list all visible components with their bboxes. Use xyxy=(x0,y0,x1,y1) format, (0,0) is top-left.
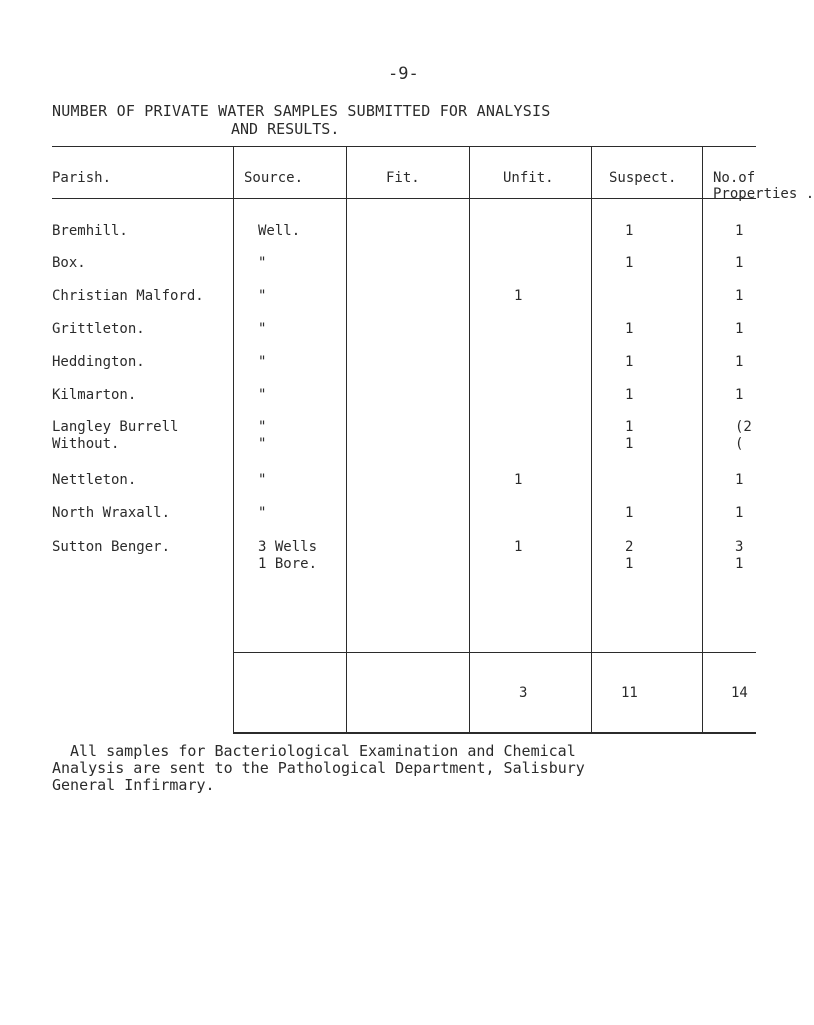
source-cell: 3 Wells xyxy=(258,539,318,555)
parish-cell: Christian Malford. xyxy=(52,288,204,304)
header-fit: Fit. xyxy=(386,170,420,186)
properties-cell: 1 xyxy=(735,321,744,337)
suspect-cell: 1 xyxy=(625,255,634,271)
header-parish: Parish. xyxy=(52,170,112,186)
properties-cell: 1 xyxy=(735,505,744,521)
page-title: NUMBER OF PRIVATE WATER SAMPLES SUBMITTED FOR ANALYSIS xyxy=(52,102,551,120)
properties-cell: 1 xyxy=(735,472,744,488)
unfit-cell: 1 xyxy=(514,539,523,555)
source-cell: " xyxy=(258,354,267,370)
source-cell: " xyxy=(258,387,267,403)
unfit-cell: 1 xyxy=(514,288,523,304)
suspect-cell: 1 xyxy=(625,321,634,337)
properties-cell: 3 xyxy=(735,539,744,555)
total-unfit: 3 xyxy=(519,685,528,701)
source-cell: " xyxy=(258,505,267,521)
header-unfit: Unfit. xyxy=(503,170,554,186)
properties-cell: 1 xyxy=(735,556,744,572)
properties-cell: 1 xyxy=(735,387,744,403)
parish-cell: Bremhill. xyxy=(52,223,128,239)
parish-cell: Langley Burrell xyxy=(52,419,179,435)
page-number: -9- xyxy=(388,64,419,84)
parish-cell: Heddington. xyxy=(52,354,145,370)
source-cell: 1 Bore. xyxy=(258,556,318,572)
suspect-cell: 1 xyxy=(625,505,634,521)
page-title-line-2: AND RESULTS. xyxy=(231,120,340,138)
header-suspect: Suspect. xyxy=(609,170,677,186)
parish-cell: Without. xyxy=(52,436,120,452)
suspect-cell: 1 xyxy=(625,419,634,435)
source-cell: " xyxy=(258,255,267,271)
suspect-cell: 1 xyxy=(625,556,634,572)
source-cell: " xyxy=(258,288,267,304)
properties-cell: 1 xyxy=(735,223,744,239)
suspect-cell: 1 xyxy=(625,387,634,403)
source-cell: " xyxy=(258,472,267,488)
source-cell: " xyxy=(258,436,267,452)
suspect-cell: 1 xyxy=(625,354,634,370)
source-cell: " xyxy=(258,321,267,337)
total-suspect: 11 xyxy=(621,685,638,701)
footnote-line-3: General Infirmary. xyxy=(52,776,215,794)
total-properties: 14 xyxy=(731,685,748,701)
parish-cell: North Wraxall. xyxy=(52,505,171,521)
suspect-cell: 2 xyxy=(625,539,634,555)
parish-cell: Box. xyxy=(52,255,86,271)
parish-cell: Nettleton. xyxy=(52,472,137,488)
parish-cell: Kilmarton. xyxy=(52,387,137,403)
header-properties-2: Properties . xyxy=(713,186,814,202)
footnote-line-2: Analysis are sent to the Pathological Department, Salisbury xyxy=(52,759,585,777)
properties-cell: 1 xyxy=(735,354,744,370)
properties-cell: (2 xyxy=(735,419,752,435)
suspect-cell: 1 xyxy=(625,436,634,452)
source-cell: Well. xyxy=(258,223,301,239)
source-cell: " xyxy=(258,419,267,435)
header-source: Source. xyxy=(244,170,304,186)
suspect-cell: 1 xyxy=(625,223,634,239)
parish-cell: Sutton Benger. xyxy=(52,539,171,555)
properties-cell: ( xyxy=(735,436,744,452)
unfit-cell: 1 xyxy=(514,472,523,488)
header-properties: No.of xyxy=(713,170,756,186)
properties-cell: 1 xyxy=(735,255,744,271)
properties-cell: 1 xyxy=(735,288,744,304)
parish-cell: Grittleton. xyxy=(52,321,145,337)
footnote-line-1: All samples for Bacteriological Examination and Chemical xyxy=(70,742,576,760)
